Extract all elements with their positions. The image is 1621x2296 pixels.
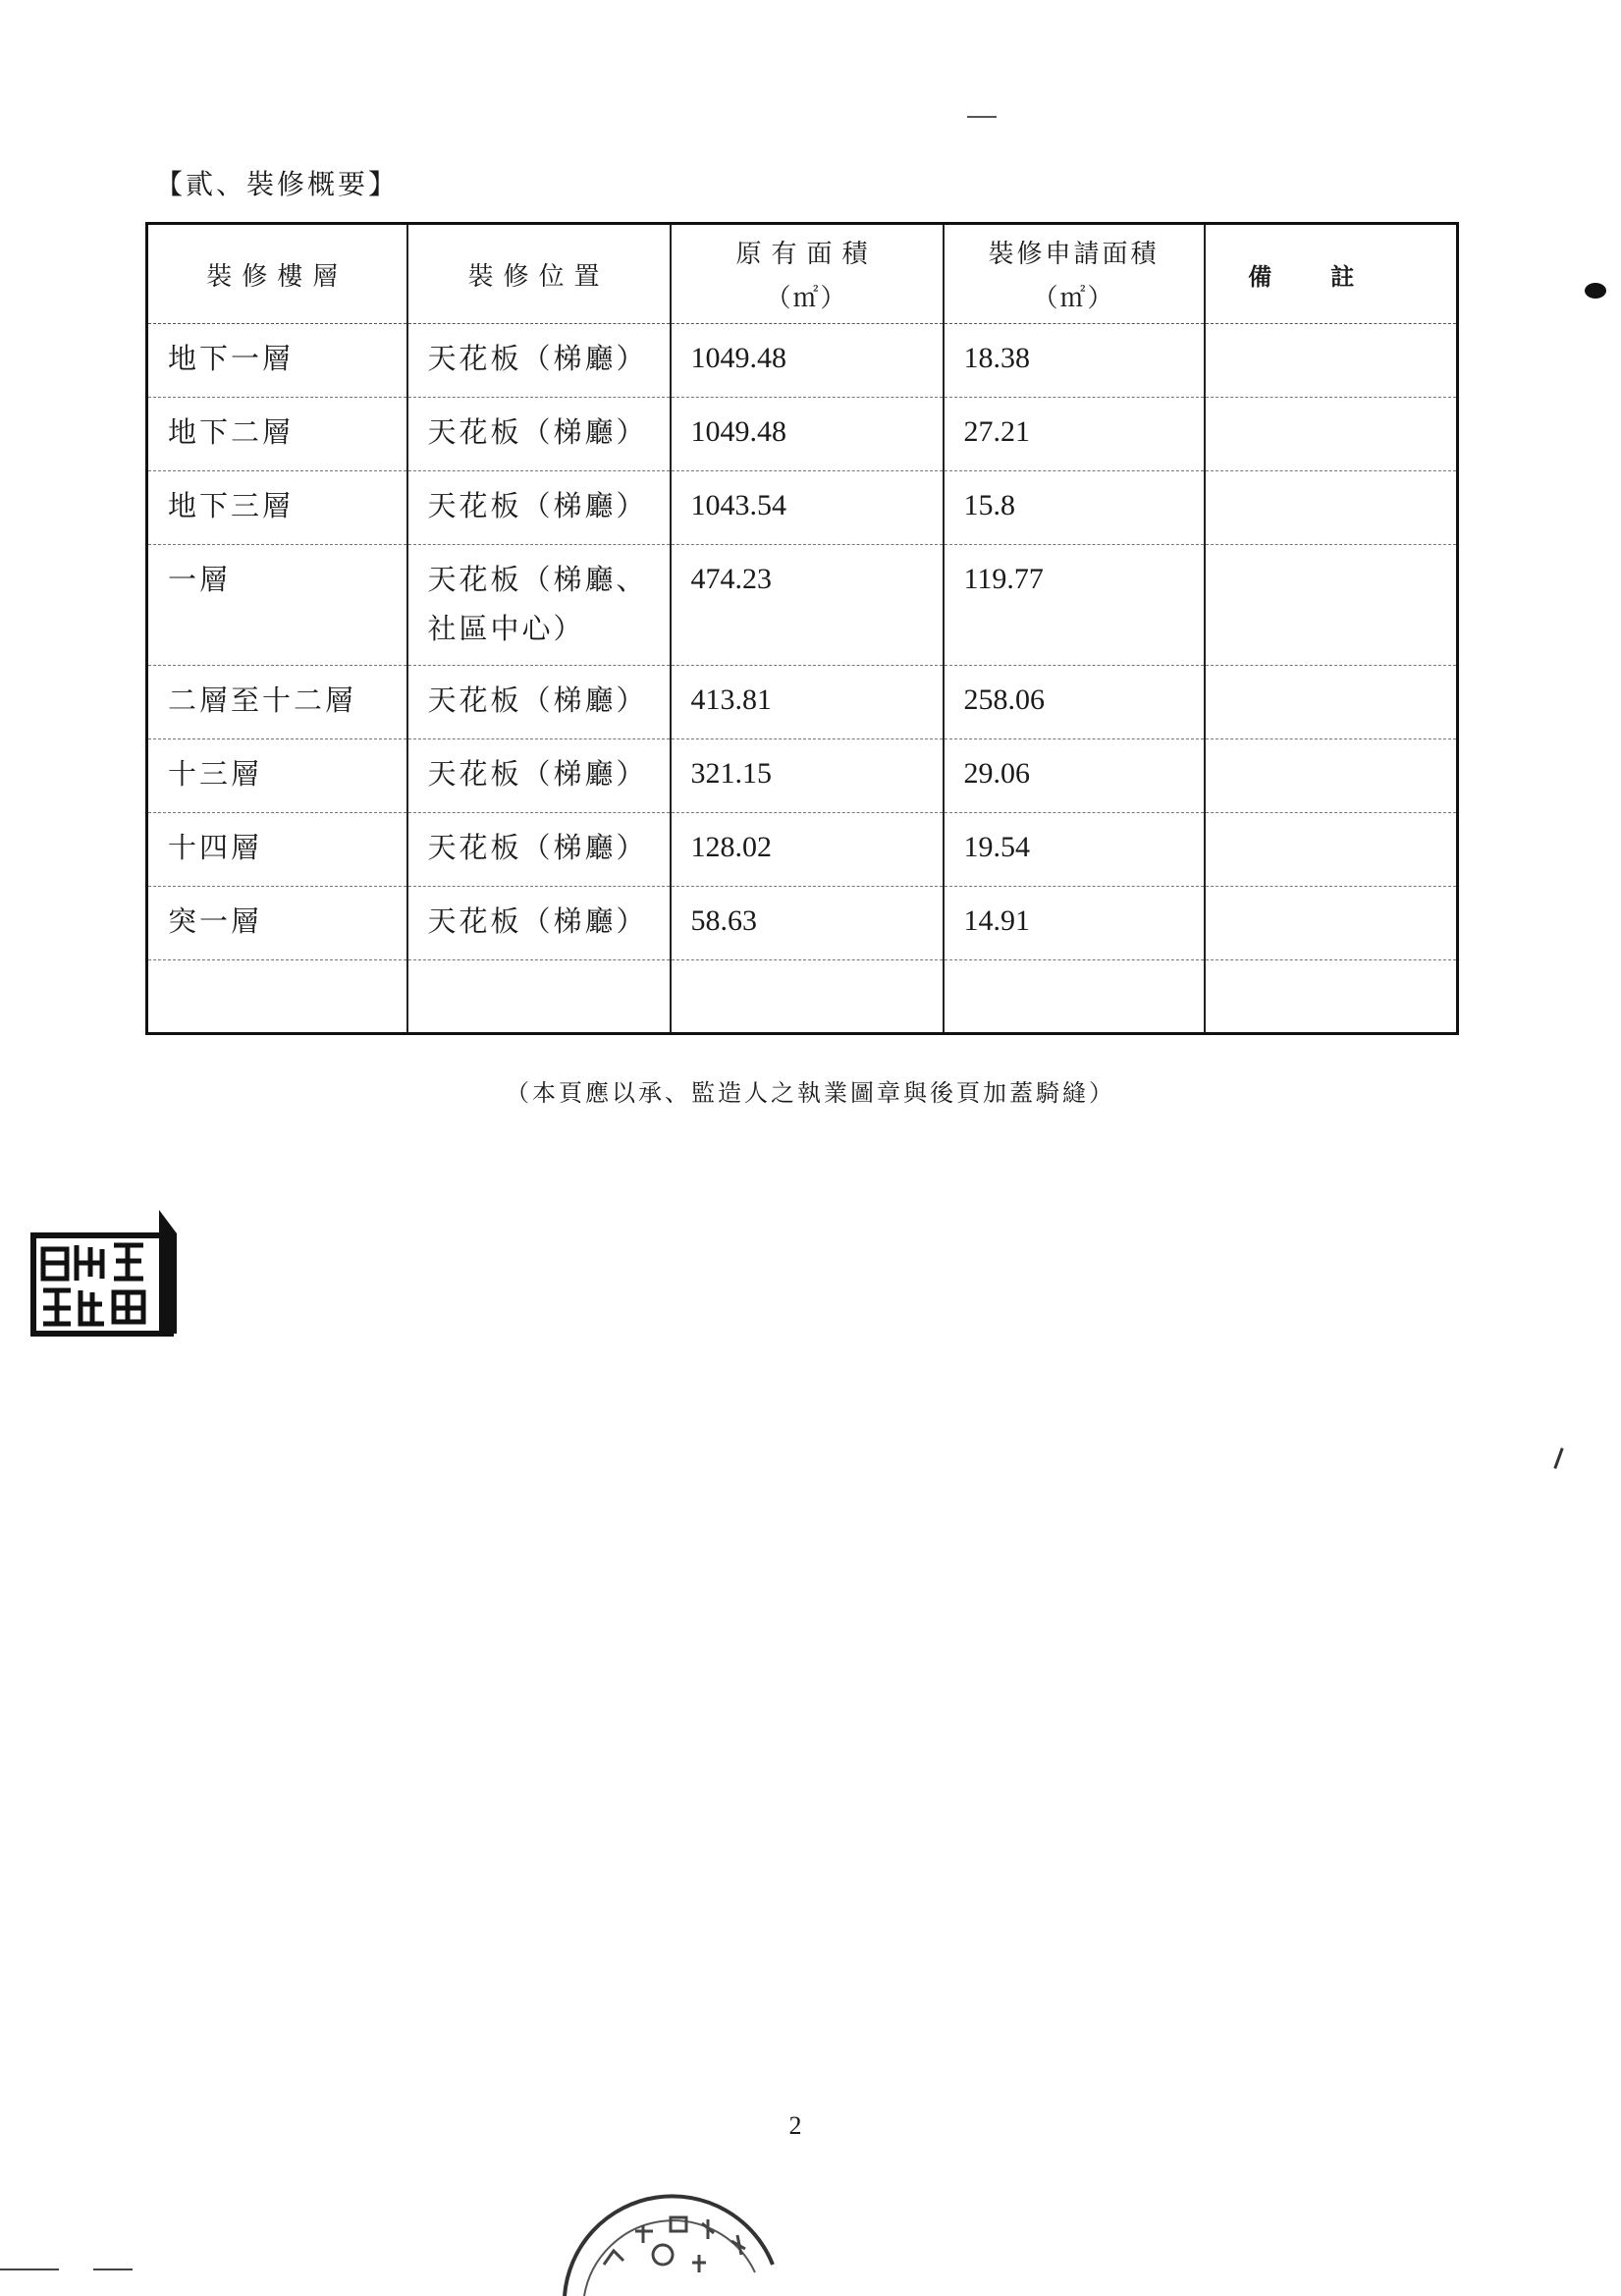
floor-cell: 一層 (147, 545, 407, 666)
location-cell (407, 960, 671, 1034)
scan-speck (967, 116, 997, 118)
applied-area-cell: 29.06 (944, 739, 1205, 813)
applied-area-cell (944, 960, 1205, 1034)
location-cell: 天花板（梯廳） (407, 471, 671, 545)
original-area-cell: 474.23 (671, 545, 944, 666)
applied-area-cell: 19.54 (944, 813, 1205, 887)
location-cell: 天花板（梯廳） (407, 739, 671, 813)
floor-cell: 突一層 (147, 887, 407, 960)
table-row (147, 545, 1458, 666)
location-cell: 天花板（梯廳） (407, 887, 671, 960)
header-applied-area-label: 裝修申請面積 (988, 240, 1160, 269)
remark-cell (1205, 471, 1458, 545)
header-original-area-unit: （㎡） (765, 284, 848, 313)
floor-cell: 十三層 (147, 739, 407, 813)
location-cell: 天花板（梯廳、社區中心） (407, 545, 671, 666)
header-original-area (671, 224, 944, 324)
applied-area-cell: 15.8 (944, 471, 1205, 545)
location-cell: 天花板（梯廳） (407, 398, 671, 471)
header-applied-area (944, 224, 1205, 324)
original-area-cell: 321.15 (671, 739, 944, 813)
table-row (147, 398, 1458, 471)
location-cell: 天花板（梯廳） (407, 324, 671, 398)
remark-cell (1205, 960, 1458, 1034)
table-row (147, 960, 1458, 1034)
table-header-row (147, 224, 1458, 324)
table-row (147, 324, 1458, 398)
scan-speck (93, 2269, 133, 2270)
seal-stamp-icon (29, 1206, 179, 1339)
location-cell: 天花板（梯廳） (407, 666, 671, 739)
floor-cell: 地下一層 (147, 324, 407, 398)
scan-speck (1585, 283, 1606, 299)
location-cell: 天花板（梯廳） (407, 813, 671, 887)
table-row (147, 887, 1458, 960)
page-number: 2 (788, 2111, 802, 2140)
remark-cell (1205, 324, 1458, 398)
header-original-area-label: 原有面積 (735, 240, 878, 269)
original-area-cell: 128.02 (671, 813, 944, 887)
original-area-cell (671, 960, 944, 1034)
applied-area-cell: 258.06 (944, 666, 1205, 739)
floor-cell: 地下三層 (147, 471, 407, 545)
remark-cell (1205, 887, 1458, 960)
table-row (147, 666, 1458, 739)
header-applied-area-unit: （㎡） (1032, 284, 1115, 313)
remark-cell (1205, 666, 1458, 739)
renovation-summary-table (145, 222, 1459, 1035)
scan-speck (1553, 1448, 1563, 1469)
floor-cell: 十四層 (147, 813, 407, 887)
original-area-cell: 1049.48 (671, 324, 944, 398)
applied-area-cell: 18.38 (944, 324, 1205, 398)
floor-cell: 地下二層 (147, 398, 407, 471)
applied-area-cell: 27.21 (944, 398, 1205, 471)
remark-cell (1205, 398, 1458, 471)
header-remark: 備註 (1205, 224, 1458, 324)
remark-cell (1205, 813, 1458, 887)
remark-cell (1205, 545, 1458, 666)
table-row (147, 471, 1458, 545)
original-area-cell: 58.63 (671, 887, 944, 960)
floor-cell (147, 960, 407, 1034)
round-stamp-icon (545, 2147, 790, 2296)
header-floor: 裝修樓層 (147, 224, 407, 324)
original-area-cell: 413.81 (671, 666, 944, 739)
original-area-cell: 1049.48 (671, 398, 944, 471)
floor-cell: 二層至十二層 (147, 666, 407, 739)
table-row (147, 739, 1458, 813)
applied-area-cell: 119.77 (944, 545, 1205, 666)
original-area-cell: 1043.54 (671, 471, 944, 545)
remark-cell (1205, 739, 1458, 813)
section-title: 【貳、裝修概要】 (155, 168, 400, 200)
seal-instruction-note: （本頁應以承、監造人之執業圖章與後頁加蓋騎縫） (506, 1079, 1115, 1107)
header-location: 裝修位置 (407, 224, 671, 324)
table-row (147, 813, 1458, 887)
scan-speck (0, 2269, 59, 2270)
applied-area-cell: 14.91 (944, 887, 1205, 960)
